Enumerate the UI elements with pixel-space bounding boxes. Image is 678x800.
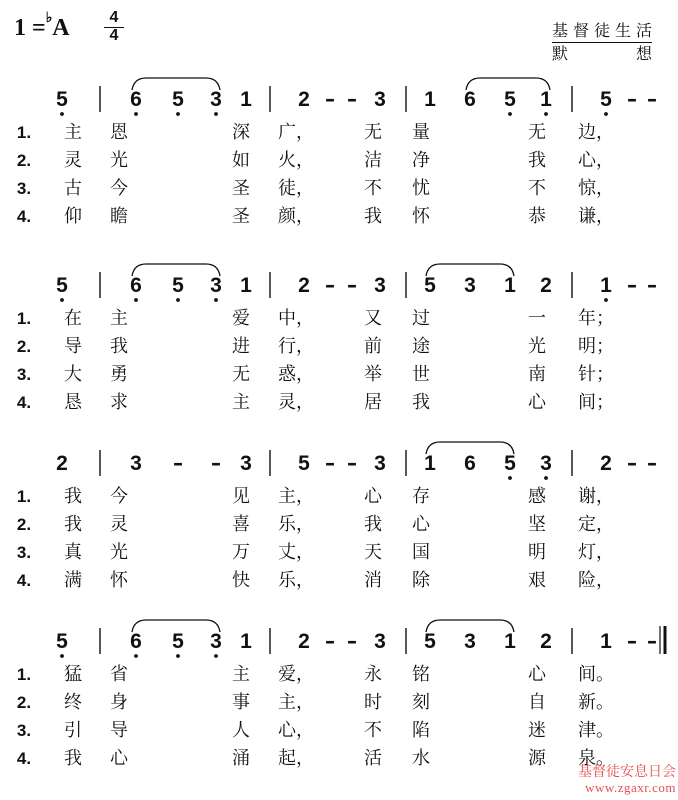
lyric-char: 光 bbox=[110, 150, 128, 171]
verse-number: 3. bbox=[16, 543, 32, 562]
lyric-char: 主， bbox=[278, 692, 314, 713]
low-octave-dot bbox=[134, 298, 138, 302]
note: 2 bbox=[56, 452, 68, 475]
note: 3 bbox=[540, 452, 552, 475]
lyric-char: 不 bbox=[364, 720, 382, 741]
dash-extension: – bbox=[211, 451, 221, 475]
dash-extension: – bbox=[647, 629, 657, 653]
lyric-char: 存 bbox=[412, 486, 430, 507]
lyric-char: 天 bbox=[364, 542, 382, 563]
lyric-char: 起， bbox=[278, 748, 314, 769]
note: 3 bbox=[374, 274, 386, 297]
lyric-char: 颜， bbox=[278, 206, 314, 227]
verse-number: 2. bbox=[16, 151, 32, 170]
lyric-char: 我 bbox=[528, 150, 546, 171]
lyric-char: 见 bbox=[232, 486, 250, 507]
lyric-char: 求 bbox=[110, 392, 128, 413]
lyric-char: 真 bbox=[64, 542, 82, 563]
lyric-char: 瞻 bbox=[110, 206, 128, 227]
note: 1 bbox=[240, 630, 252, 653]
lyric-char: 进 bbox=[232, 336, 250, 357]
lyric-char: 前 bbox=[364, 336, 382, 357]
low-octave-dot bbox=[604, 112, 608, 116]
low-octave-dot bbox=[176, 298, 180, 302]
lyric-char: 深 bbox=[232, 122, 250, 143]
lyric-char: 针； bbox=[578, 364, 614, 385]
lyric-char: 圣 bbox=[232, 206, 250, 227]
lyric-char: 我 bbox=[64, 514, 82, 535]
note: 3 bbox=[374, 452, 386, 475]
note: 6 bbox=[130, 88, 142, 111]
dash-extension: – bbox=[347, 273, 357, 297]
dash-extension: – bbox=[325, 273, 335, 297]
note: 1 bbox=[424, 452, 436, 475]
lyric-char: 刻 bbox=[412, 692, 430, 713]
lyric-char: 灯， bbox=[578, 542, 614, 563]
time-signature-top: 4 bbox=[104, 10, 124, 28]
low-octave-dot bbox=[214, 112, 218, 116]
note: 5 bbox=[600, 88, 612, 111]
lyric-char: 怀 bbox=[412, 206, 430, 227]
note: 5 bbox=[172, 274, 184, 297]
lyric-char: 主 bbox=[232, 392, 250, 413]
lyric-char: 心 bbox=[528, 392, 546, 413]
verse-number: 4. bbox=[16, 207, 32, 226]
lyric-char: 主， bbox=[278, 486, 314, 507]
low-octave-dot bbox=[604, 298, 608, 302]
note: 1 bbox=[424, 88, 436, 111]
lyric-char: 我 bbox=[110, 336, 128, 357]
dash-extension: – bbox=[647, 87, 657, 111]
lyric-char: 间； bbox=[578, 392, 614, 413]
lyric-char: 怀 bbox=[110, 570, 128, 591]
dash-extension: – bbox=[325, 629, 335, 653]
lyric-char: 恩 bbox=[110, 122, 128, 143]
lyric-char: 圣 bbox=[232, 178, 250, 199]
lyric-char: 导 bbox=[64, 336, 82, 357]
dash-extension: – bbox=[347, 629, 357, 653]
lyric-char: 定， bbox=[578, 514, 614, 535]
low-octave-dot bbox=[60, 654, 64, 658]
lyric-char: 险， bbox=[578, 570, 614, 591]
note: 1 bbox=[240, 88, 252, 111]
verse-number: 3. bbox=[16, 721, 32, 740]
note: 2 bbox=[540, 274, 552, 297]
verse-number: 1. bbox=[16, 309, 32, 328]
lyric-char: 我 bbox=[64, 748, 82, 769]
verse-number: 3. bbox=[16, 365, 32, 384]
low-octave-dot bbox=[176, 112, 180, 116]
lyric-char: 快 bbox=[232, 570, 250, 591]
lyric-char: 人 bbox=[232, 720, 250, 741]
lyric-char: 坚 bbox=[528, 514, 546, 535]
lyric-char: 古 bbox=[64, 178, 82, 199]
verse-number: 2. bbox=[16, 337, 32, 356]
note: 2 bbox=[540, 630, 552, 653]
lyric-char: 事 bbox=[232, 692, 250, 713]
dash-extension: – bbox=[627, 273, 637, 297]
lyric-char: 惑， bbox=[278, 364, 314, 385]
lyric-char: 徒， bbox=[278, 178, 314, 199]
lyric-char: 泉。 bbox=[578, 748, 614, 769]
note: 5 bbox=[298, 452, 310, 475]
note: 3 bbox=[464, 630, 476, 653]
key-note: A bbox=[52, 15, 70, 41]
lyric-char: 满 bbox=[64, 570, 82, 591]
lyric-char: 国 bbox=[412, 542, 430, 563]
low-octave-dot bbox=[214, 654, 218, 658]
lyric-char: 万 bbox=[232, 542, 250, 563]
lyric-char: 无 bbox=[232, 364, 250, 385]
lyric-char: 自 bbox=[528, 692, 546, 713]
note: 3 bbox=[210, 630, 222, 653]
lyric-char: 惊， bbox=[578, 178, 614, 199]
author: 默 想 bbox=[552, 44, 652, 63]
low-octave-dot bbox=[60, 298, 64, 302]
time-signature-bottom: 4 bbox=[109, 27, 119, 44]
lyric-char: 谦， bbox=[578, 206, 614, 227]
verse-number: 3. bbox=[16, 179, 32, 198]
note: 3 bbox=[130, 452, 142, 475]
verse-number: 4. bbox=[16, 393, 32, 412]
lyric-char: 广， bbox=[278, 122, 314, 143]
lyric-char: 丈， bbox=[278, 542, 314, 563]
dash-extension: – bbox=[347, 451, 357, 475]
lyric-char: 新。 bbox=[578, 692, 614, 713]
lyric-char: 边， bbox=[578, 122, 614, 143]
note: 3 bbox=[210, 274, 222, 297]
dash-extension: – bbox=[647, 273, 657, 297]
note: 3 bbox=[464, 274, 476, 297]
lyric-char: 涌 bbox=[232, 748, 250, 769]
lyric-char: 勇 bbox=[110, 364, 128, 385]
verse-number: 2. bbox=[16, 515, 32, 534]
low-octave-dot bbox=[60, 112, 64, 116]
note: 2 bbox=[298, 88, 310, 111]
lyric-char: 灵 bbox=[64, 150, 82, 171]
lyric-char: 灵， bbox=[278, 392, 314, 413]
note: 1 bbox=[540, 88, 552, 111]
lyric-char: 量 bbox=[412, 122, 430, 143]
lyric-char: 陷 bbox=[412, 720, 430, 741]
note: 5 bbox=[504, 452, 516, 475]
note: 3 bbox=[210, 88, 222, 111]
lyric-char: 猛 bbox=[64, 664, 82, 685]
lyric-char: 铭 bbox=[412, 664, 430, 685]
note: 5 bbox=[504, 88, 516, 111]
note: 6 bbox=[130, 274, 142, 297]
lyric-char: 终 bbox=[64, 692, 82, 713]
low-octave-dot bbox=[508, 112, 512, 116]
verse-number: 4. bbox=[16, 571, 32, 590]
dash-extension: – bbox=[325, 451, 335, 475]
note: 6 bbox=[464, 452, 476, 475]
dash-extension: – bbox=[647, 451, 657, 475]
dash-extension: – bbox=[627, 451, 637, 475]
lyric-char: 心， bbox=[278, 720, 314, 741]
note: 5 bbox=[56, 88, 68, 111]
lyric-char: 今 bbox=[110, 486, 128, 507]
lyric-char: 不 bbox=[528, 178, 546, 199]
verse-number: 1. bbox=[16, 123, 32, 142]
lyric-char: 时 bbox=[364, 692, 382, 713]
lyric-char: 身 bbox=[110, 692, 128, 713]
note: 3 bbox=[374, 88, 386, 111]
verse-number: 4. bbox=[16, 749, 32, 768]
lyric-char: 又 bbox=[364, 308, 382, 329]
lyric-char: 乐， bbox=[278, 514, 314, 535]
lyric-char: 洁 bbox=[364, 150, 382, 171]
lyric-char: 除 bbox=[412, 570, 430, 591]
lyric-char: 年； bbox=[578, 308, 614, 329]
lyric-char: 主 bbox=[110, 308, 128, 329]
watermark bbox=[516, 764, 676, 796]
lyric-char: 省 bbox=[110, 664, 128, 685]
lyric-char: 净 bbox=[412, 150, 430, 171]
lyric-char: 我 bbox=[64, 486, 82, 507]
lyric-char: 感 bbox=[528, 486, 546, 507]
lyric-char: 仰 bbox=[64, 206, 82, 227]
lyric-char: 明 bbox=[528, 542, 546, 563]
lyric-char: 无 bbox=[364, 122, 382, 143]
low-octave-dot bbox=[134, 654, 138, 658]
lyric-char: 引 bbox=[64, 720, 82, 741]
lyric-char: 无 bbox=[528, 122, 546, 143]
note: 2 bbox=[600, 452, 612, 475]
lyric-char: 活 bbox=[364, 748, 382, 769]
watermark-line2: www.zgaxr.com bbox=[585, 780, 676, 795]
lyric-char: 消 bbox=[364, 570, 382, 591]
lyric-char: 我 bbox=[364, 206, 382, 227]
lyric-char: 中， bbox=[278, 308, 314, 329]
lyric-char: 心 bbox=[364, 486, 382, 507]
low-octave-dot bbox=[214, 298, 218, 302]
lyric-char: 行， bbox=[278, 336, 314, 357]
lyric-char: 艰 bbox=[528, 570, 546, 591]
watermark-line1: 基督徒安息日会 bbox=[578, 764, 676, 780]
dash-extension: – bbox=[325, 87, 335, 111]
lyric-char: 源 bbox=[528, 748, 546, 769]
lyric-char: 居 bbox=[364, 392, 382, 413]
lyric-char: 爱， bbox=[278, 664, 314, 685]
flat-icon: ♭ bbox=[45, 11, 53, 26]
note: 2 bbox=[298, 630, 310, 653]
note: 3 bbox=[374, 630, 386, 653]
low-octave-dot bbox=[176, 654, 180, 658]
note: 1 bbox=[504, 630, 516, 653]
lyric-char: 南 bbox=[528, 364, 546, 385]
lyric-char: 光 bbox=[110, 542, 128, 563]
note: 5 bbox=[172, 630, 184, 653]
lyric-char: 不 bbox=[364, 178, 382, 199]
lyric-char: 间。 bbox=[578, 664, 614, 685]
lyric-char: 在 bbox=[64, 308, 82, 329]
lyric-char: 火， bbox=[278, 150, 314, 171]
note: 6 bbox=[464, 88, 476, 111]
note: 5 bbox=[56, 274, 68, 297]
lyric-char: 举 bbox=[364, 364, 382, 385]
lyric-char: 导 bbox=[110, 720, 128, 741]
low-octave-dot bbox=[544, 476, 548, 480]
lyric-char: 一 bbox=[528, 308, 546, 329]
lyric-char: 灵 bbox=[110, 514, 128, 535]
lyric-char: 心， bbox=[578, 150, 614, 171]
note: 1 bbox=[504, 274, 516, 297]
verse-number: 1. bbox=[16, 665, 32, 684]
lyric-char: 喜 bbox=[232, 514, 250, 535]
low-octave-dot bbox=[508, 476, 512, 480]
note: 1 bbox=[600, 274, 612, 297]
lyric-char: 我 bbox=[412, 392, 430, 413]
verse-number: 2. bbox=[16, 693, 32, 712]
low-octave-dot bbox=[544, 112, 548, 116]
lyric-char: 主 bbox=[232, 664, 250, 685]
lyric-char: 世 bbox=[412, 364, 430, 385]
lyric-char: 主 bbox=[64, 122, 82, 143]
low-octave-dot bbox=[134, 112, 138, 116]
lyric-char: 迷 bbox=[528, 720, 546, 741]
lyric-char: 大 bbox=[64, 364, 82, 385]
lyric-char: 谢， bbox=[578, 486, 614, 507]
note: 3 bbox=[240, 452, 252, 475]
song-title: 基督徒生活 bbox=[552, 20, 652, 43]
lyric-char: 心 bbox=[412, 514, 430, 535]
note: 2 bbox=[298, 274, 310, 297]
lyric-char: 明； bbox=[578, 336, 614, 357]
dash-extension: – bbox=[627, 87, 637, 111]
lyric-char: 心 bbox=[528, 664, 546, 685]
lyric-char: 我 bbox=[364, 514, 382, 535]
lyric-char: 津。 bbox=[578, 720, 614, 741]
key-prefix: 1 = bbox=[14, 15, 46, 41]
lyric-char: 恳 bbox=[64, 392, 82, 413]
note: 6 bbox=[130, 630, 142, 653]
note: 5 bbox=[56, 630, 68, 653]
dash-extension: – bbox=[627, 629, 637, 653]
note: 5 bbox=[424, 630, 436, 653]
lyric-char: 如 bbox=[232, 150, 250, 171]
lyric-char: 永 bbox=[364, 664, 382, 685]
dash-extension: – bbox=[347, 87, 357, 111]
lyric-char: 恭 bbox=[528, 206, 546, 227]
note: 1 bbox=[240, 274, 252, 297]
dash-extension: – bbox=[173, 451, 183, 475]
lyric-char: 过 bbox=[412, 308, 430, 329]
lyric-char: 乐， bbox=[278, 570, 314, 591]
lyric-char: 爱 bbox=[232, 308, 250, 329]
lyric-char: 途 bbox=[412, 336, 430, 357]
note: 5 bbox=[424, 274, 436, 297]
verse-number: 1. bbox=[16, 487, 32, 506]
note: 5 bbox=[172, 88, 184, 111]
lyric-char: 忧 bbox=[412, 178, 430, 199]
lyric-char: 水 bbox=[412, 748, 430, 769]
lyric-char: 今 bbox=[110, 178, 128, 199]
lyric-char: 心 bbox=[110, 748, 128, 769]
lyric-char: 光 bbox=[528, 336, 546, 357]
note: 1 bbox=[600, 630, 612, 653]
